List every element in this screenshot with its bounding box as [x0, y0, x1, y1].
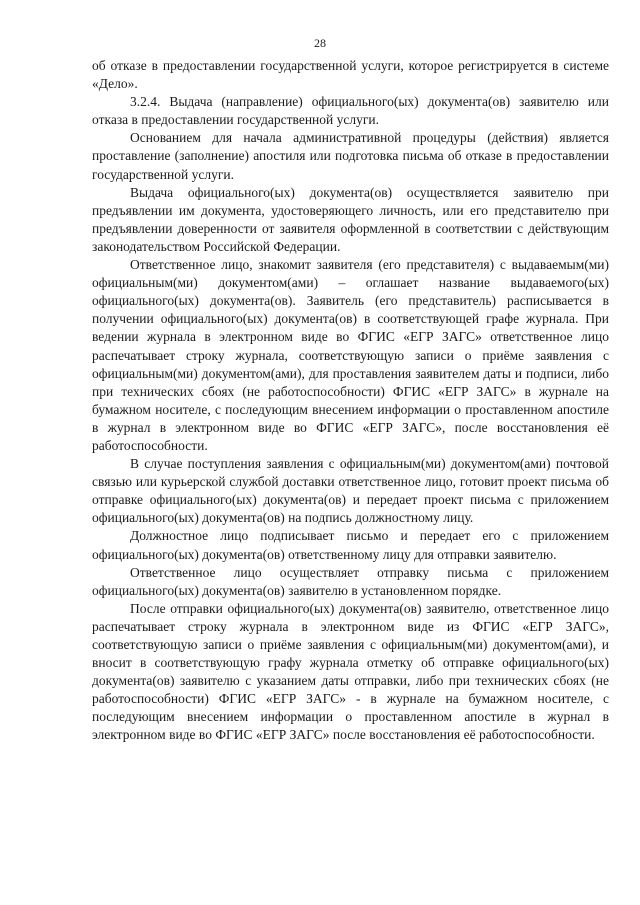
paragraph: Ответственное лицо осуществляет отправку письма с приложением официального(ых) документа(ов) заявителю в установленном порядке. — [92, 564, 609, 598]
paragraph: Основанием для начала административной процедуры (действия) является проставление (заполнение) апостиля или подготовка письма об отказе в предоставлении государственной услуги. — [92, 130, 609, 182]
page-number: 28 — [314, 36, 326, 50]
paragraph: Выдача официального(ых) документа(ов) осуществляется заявителю при предъявлении им документа, удостоверяющего личность, или его представителю при предъявлении доверенности от заявителя оформленной в соответствии с действующим законодательством Российской Федерации. — [92, 184, 609, 254]
paragraph: Должностное лицо подписывает письмо и передает его с приложением официального(ых) документа(ов) ответственному лицу для отправки заявителю. — [92, 528, 609, 562]
paragraph: Ответственное лицо, знакомит заявителя (его представителя) с выдаваемым(ми) официальным(ми) документом(ами) – оглашает название выдаваемого(ых) официального(ых) документа(ов). Заявитель (его представитель) расписывается в получении официального(ых) документа(ов) в соответствующей графе журнала. При ведении журнала в электронном виде во ФГИС «ЕГР ЗАГС» ответственное лицо распечатывает строку журнала, соответствующую записи о приёме заявления с официальным(ми) документом(ами), для проставления заявителем даты и подписи, либо при технических сбоях (не работоспособности) ФГИС «ЕГР ЗАГС» в журнале на бумажном носителе, с последующим внесением информации о проставленном апостиле в журнал в электронном виде во ФГИС «ЕГР ЗАГС», после восстановления её работоспособности. — [92, 257, 609, 453]
paragraph: После отправки официального(ых) документа(ов) заявителю, ответственное лицо распечатывает строку журнала в электронном виде из ФГИС «ЕГР ЗАГС», соответствующую записи о приёме заявления с официальным(ми) документом(ами), и вносит в соответствующую графу журнала отметку об отправке официального(ых) документа(ов) заявителю с указанием даты отправки, либо при технических сбоях (не работоспособности) ФГИС «ЕГР ЗАГС» - в журнале на бумажном носителе, с последующим внесением информации о проставленном апостиле в журнал в электронном виде во ФГИС «ЕГР ЗАГС» после восстановления её работоспособности. — [92, 600, 609, 743]
paragraph-continuation: об отказе в предоставлении государственной услуги, которое регистрируется в системе «Дело». — [92, 58, 609, 92]
document-body — [92, 57, 609, 745]
section-heading-3-2-4: 3.2.4. Выдача (направление) официального(ых) документа(ов) заявителю или отказа в предоставлении государственной услуги. — [92, 94, 609, 128]
paragraph: В случае поступления заявления с официальным(ми) документом(ами) почтовой связью или курьерской службой доставки ответственное лицо, готовит проект письма об отправке официального(ых) документа(ов) и передает проект письма с приложением официального(ых) документа(ов) на подпись должностному лицу. — [92, 456, 609, 526]
